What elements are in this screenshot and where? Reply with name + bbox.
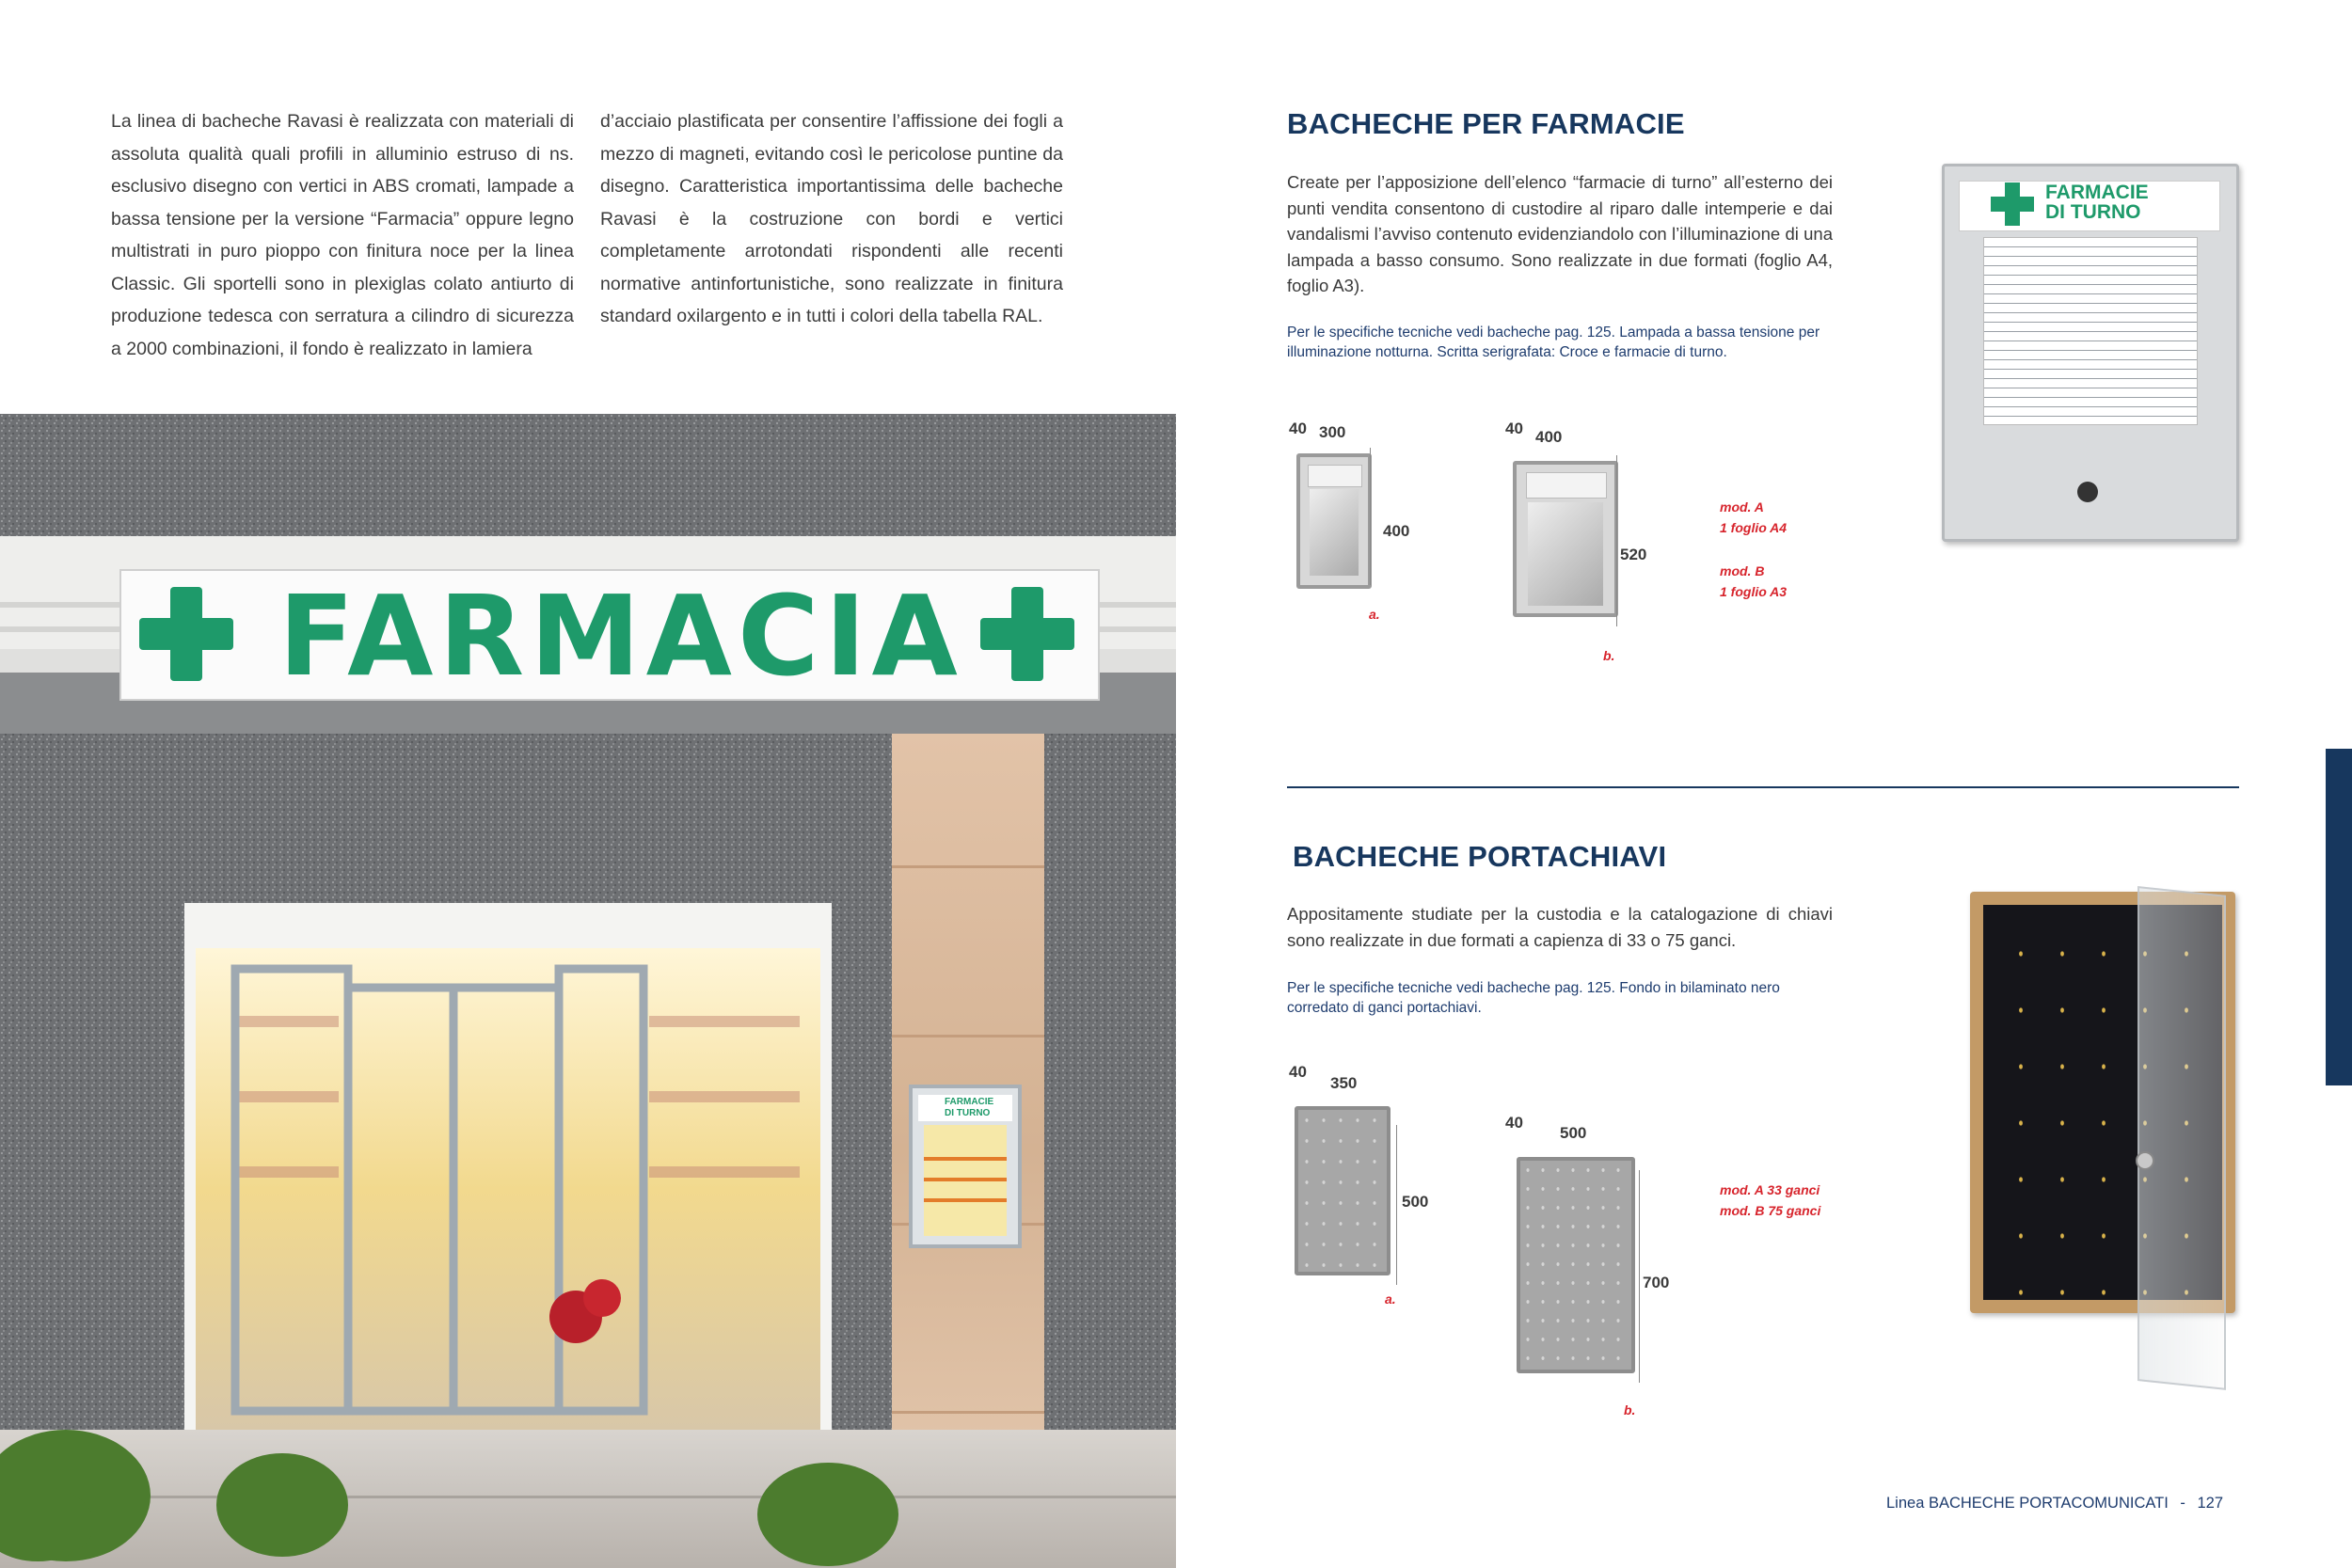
- farmacie-a-depth: 40: [1289, 420, 1307, 437]
- portachiavi-description: Appositamente studiate per la custodia e la catalogazione di chiavi sono realizzate in due formati a capienza di 33 o 75 ganci.: [1287, 904, 1833, 950]
- portachiavi-b-depth: 40: [1505, 1114, 1523, 1132]
- farmacie-description: Create per l’apposizione dell’elenco “farmacie di turno” all’esterno dei punti vendita consentono di custodire al riparo dalle intemperie e dai vandalismi l’avviso contenuto evidenziandolo con l’illuminazione di una lampada a basso consumo. Sono realizzate in due formati (foglio A4, foglio A3).: [1287, 172, 1833, 295]
- pharmacy-cross-left-icon: [139, 587, 233, 681]
- footer-section: Linea BACHECHE PORTACOMUNICATI: [1886, 1495, 2169, 1512]
- portachiavi-mod-a: mod. A 33 ganci: [1720, 1182, 1820, 1197]
- storefront-photo: [0, 414, 1176, 1568]
- intro-column-2: d’acciaio plastificata per consentire l’affissione dei fogli a mezzo di magneti, evitando così le pericolose puntine da disegno. Caratteristica importantissima delle bacheche Ravasi è la costruzione con bordi e vertici completamente arrotondati rispondenti alle recenti normative antinfortunistiche, sono realizzate in finitura standard oxilargento e in tutti i colori della tabella RAL.: [600, 111, 1063, 326]
- farmacie-b-width: 400: [1535, 428, 1563, 446]
- portachiavi-product-photo: [1970, 886, 2243, 1377]
- portachiavi-a-height: 500: [1402, 1193, 1429, 1211]
- green-cross-icon: [1991, 182, 2034, 226]
- portachiavi-a-label: a.: [1385, 1291, 1396, 1307]
- section-divider: [1287, 786, 2239, 788]
- farmacie-b-label: b.: [1603, 648, 1615, 663]
- portachiavi-models: [1720, 1180, 1820, 1221]
- portachiavi-a-depth: 40: [1289, 1063, 1307, 1081]
- page-footer: [1886, 1495, 2223, 1513]
- farmacie-mod-b-size: 1 foglio A3: [1720, 584, 1788, 599]
- portachiavi-a-drawing: [1295, 1106, 1391, 1275]
- farmacie-mod-b-name: mod. B: [1720, 563, 1765, 578]
- page-number: 127: [2197, 1495, 2224, 1512]
- portachiavi-b-width: 500: [1560, 1124, 1587, 1142]
- section-title-farmacie: BACHECHE PER FARMACIE: [1287, 107, 1685, 140]
- duty-board-text: [945, 1097, 1012, 1119]
- portachiavi-a-width: 350: [1330, 1074, 1358, 1092]
- portachiavi-a-dim-line: [1396, 1125, 1397, 1285]
- farmacie-technical-note: Per le specifiche tecniche vedi bacheche pag. 125. Lampada a bassa tensione per illuminazione notturna. Scritta serigrafata: Croce e farmacie di turno.: [1287, 325, 1820, 360]
- duty-list-sheet: [1983, 237, 2198, 425]
- farmacie-mod-a-size: 1 foglio A4: [1720, 520, 1788, 535]
- portachiavi-b-drawing: [1517, 1157, 1635, 1373]
- portachiavi-technical-note: Per le specifiche tecniche vedi bacheche pag. 125. Fondo in bilaminato nero corredato di ganci portachiavi.: [1287, 980, 1780, 1016]
- section-tab-marker: [2326, 749, 2352, 1085]
- farmacie-b-drawing: [1513, 461, 1618, 617]
- farmacie-a-drawing: [1296, 453, 1372, 589]
- duty-board-line-2: DI TURNO: [945, 1108, 991, 1118]
- portachiavi-mod-b: mod. B 75 ganci: [1720, 1203, 1821, 1218]
- farmacie-b-height: 520: [1620, 546, 1647, 563]
- portachiavi-b-height: 700: [1643, 1274, 1670, 1291]
- lock-icon: [2077, 482, 2098, 502]
- farmacie-a-height: 400: [1383, 522, 1410, 540]
- farmacie-mod-a-name: mod. A: [1720, 499, 1764, 515]
- product-board-text: [2045, 182, 2149, 222]
- farmacie-b-depth: 40: [1505, 420, 1523, 437]
- farmacie-a-label: a.: [1369, 607, 1380, 622]
- farmacie-a-dim-line: [1370, 448, 1371, 585]
- product-board-line-2: DI TURNO: [2045, 201, 2141, 223]
- key-lock-icon: [2136, 1151, 2154, 1170]
- pharmacy-sign-text: FARMACIA: [278, 571, 963, 701]
- intro-column-1: La linea di bacheche Ravasi è realizzata con materiali di assoluta qualità quali profili in alluminio estruso di ns. esclusivo disegno con vertici in ABS cromati, lampade a bassa tensione per la versione “Farmacia” oppure legno multistrati in puro pioppo con finitura noce per la linea Classic. Gli sportelli sono in plexiglas colato antiurto di produzione tedesca con serratura a cilindro di sicurezza a 2000 combinazioni, il fondo è realizzato in lamiera: [111, 111, 574, 359]
- pharmacy-cross-right-icon: [980, 587, 1074, 681]
- portachiavi-b-label: b.: [1624, 1402, 1636, 1418]
- farmacie-a-width: 300: [1319, 423, 1346, 441]
- farmacie-product-photo: [1942, 164, 2237, 540]
- duty-board-line-1: FARMACIE: [945, 1097, 994, 1107]
- section-title-portachiavi: BACHECHE PORTACHIAVI: [1293, 840, 1667, 873]
- farmacie-b-dim-line: [1616, 455, 1617, 626]
- portachiavi-b-dim-line: [1639, 1170, 1640, 1383]
- product-board-line-1: FARMACIE: [2045, 182, 2149, 203]
- footer-separator: -: [2180, 1495, 2185, 1512]
- open-glass-door: [2137, 886, 2226, 1390]
- farmacie-models: [1720, 497, 1787, 602]
